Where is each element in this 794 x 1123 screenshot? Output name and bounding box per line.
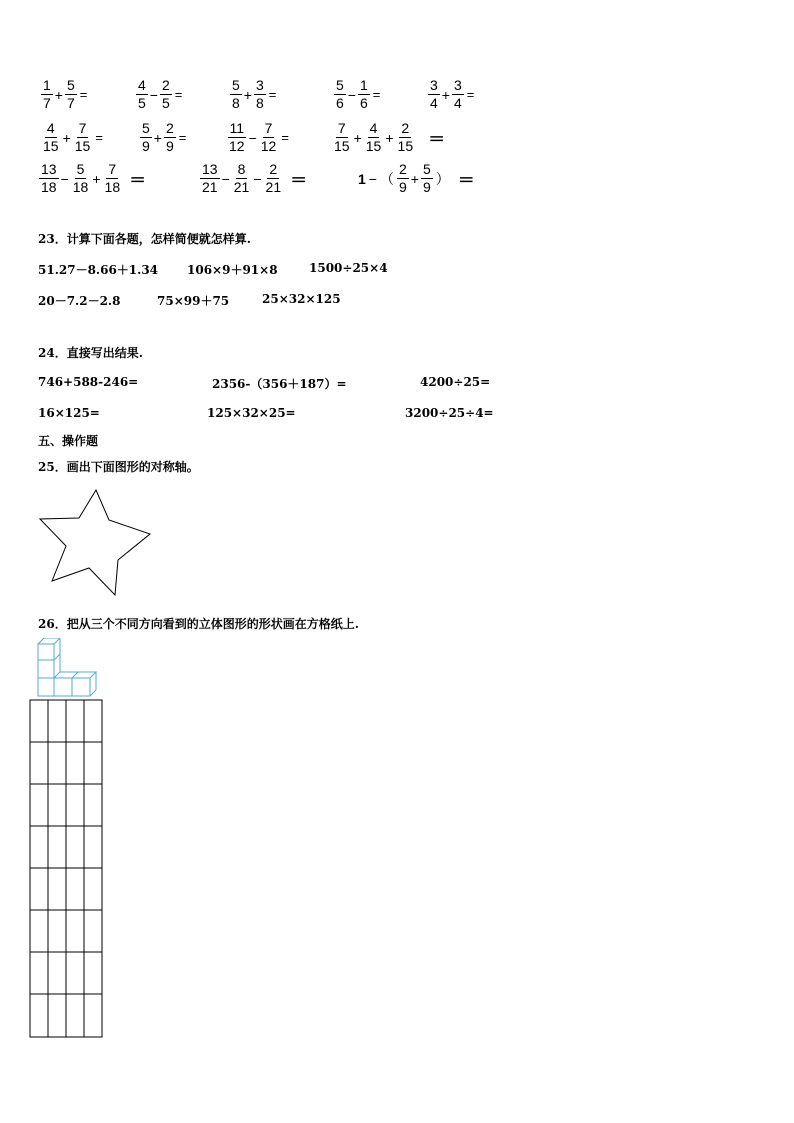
operator: + — [385, 129, 394, 146]
q23-title: 23．计算下面各题，怎样简便就怎样算. — [38, 232, 251, 246]
fraction-problem-r2-3 — [226, 121, 289, 154]
operator: − — [60, 170, 69, 187]
equals-sign: ＝ — [290, 171, 308, 190]
q24-expr-2: 2356-（356＋187）= — [212, 377, 347, 391]
operator: − — [368, 170, 377, 187]
right-paren: ） — [435, 171, 450, 188]
equals-sign: = — [95, 130, 103, 145]
fraction: $\frac{2}{9}$ — [165, 120, 174, 154]
fraction: $\frac{4}{15}$ — [43, 120, 59, 154]
equals-sign: ＝ — [457, 171, 475, 190]
equals-sign: ＝ — [129, 171, 147, 190]
operator: + — [62, 129, 71, 146]
fraction-problem-r1-3 — [229, 78, 276, 111]
operator: + — [441, 86, 450, 103]
q23-expr-6: 25×32×125 — [262, 292, 341, 306]
grid-paper[interactable] — [29, 699, 105, 1039]
fraction-problem-r1-5 — [427, 78, 474, 111]
q25-title: 25．画出下面图形的对称轴。 — [38, 460, 199, 474]
fraction: $\frac{3}{4}$ — [430, 77, 438, 111]
fraction: $\frac{4}{5}$ — [138, 77, 146, 111]
fraction-problem-r2-1 — [40, 121, 103, 154]
fraction: $\frac{5}{9}$ — [142, 120, 150, 154]
fraction: $\frac{5}{9}$ — [422, 161, 431, 195]
q24-expr-5: 125×32×25= — [207, 406, 296, 420]
operator: + — [353, 129, 362, 146]
fraction: $\frac{13}{18}$ — [41, 161, 57, 195]
q23-expr-4: 20－7.2－2.8 — [38, 294, 121, 308]
fraction-problem-r1-2 — [135, 78, 182, 111]
six-pointed-star-figure — [36, 486, 156, 600]
fraction-problem-r3-3 — [358, 162, 475, 195]
equals-sign: = — [178, 130, 187, 145]
fraction: $\frac{8}{21}$ — [233, 161, 250, 195]
fraction: $\frac{1}{7}$ — [43, 77, 51, 111]
q23-expr-2: 106×9＋91×8 — [187, 263, 278, 277]
left-paren: （ — [379, 171, 394, 188]
fraction: $\frac{7}{12}$ — [260, 120, 277, 154]
operator: − — [149, 86, 158, 103]
section-title: 五、操作题 — [38, 434, 99, 448]
cube-stack-figure — [36, 638, 100, 698]
q23-expr-1: 51.27－8.66＋1.34 — [38, 263, 159, 277]
equals-sign: = — [79, 87, 88, 102]
q23-expr-3: 1500÷25×4 — [309, 261, 388, 275]
equals-sign: = — [281, 130, 289, 145]
q24-expr-1: 746+588-246= — [38, 375, 139, 389]
fraction: $\frac{5}{8}$ — [232, 77, 240, 111]
fraction-problem-r1-1 — [40, 78, 87, 111]
fraction: $\frac{1}{6}$ — [359, 77, 368, 111]
fraction: $\frac{7}{18}$ — [104, 161, 121, 195]
operator: + — [410, 170, 419, 187]
fraction: $\frac{2}{15}$ — [397, 120, 414, 154]
fraction-problem-r3-2 — [199, 162, 307, 195]
fraction: $\frac{7}{15}$ — [334, 120, 350, 154]
equals-sign: = — [174, 87, 183, 102]
fraction-problem-r2-4 — [331, 121, 445, 154]
fraction: $\frac{11}{12}$ — [229, 120, 245, 154]
fraction: $\frac{2}{21}$ — [265, 161, 282, 195]
fraction: $\frac{13}{21}$ — [202, 161, 218, 195]
fraction: $\frac{5}{6}$ — [336, 77, 344, 111]
operator: + — [243, 86, 252, 103]
fraction: $\frac{2}{9}$ — [398, 161, 407, 195]
q23-expr-5: 75×99＋75 — [157, 294, 230, 308]
q24-expr-6: 3200÷25÷4= — [405, 406, 494, 420]
q24-expr-3: 4200÷25= — [420, 375, 491, 389]
number-one: 1 — [358, 170, 366, 187]
fraction: $\frac{3}{4}$ — [453, 77, 462, 111]
fraction: $\frac{3}{8}$ — [255, 77, 264, 111]
q26-title: 26．把从三个不同方向看到的立体图形的形状画在方格纸上. — [38, 617, 359, 631]
operator: − — [253, 170, 262, 187]
operator: + — [153, 129, 162, 146]
fraction-problem-r1-4 — [333, 78, 380, 111]
fraction: $\frac{4}{15}$ — [365, 120, 382, 154]
fraction-problem-r2-2 — [139, 121, 186, 154]
equals-sign: ＝ — [428, 130, 446, 149]
fraction: $\frac{2}{5}$ — [161, 77, 170, 111]
fraction: $\frac{7}{15}$ — [74, 120, 91, 154]
equals-sign: = — [268, 87, 277, 102]
equals-sign: = — [372, 87, 381, 102]
fraction: $\frac{5}{7}$ — [66, 77, 75, 111]
operator: − — [347, 86, 356, 103]
operator: − — [221, 170, 230, 187]
operator: − — [248, 129, 257, 146]
operator: + — [54, 86, 63, 103]
q24-title: 24．直接写出结果. — [38, 346, 143, 360]
operator: + — [92, 170, 101, 187]
q24-expr-4: 16×125= — [38, 406, 100, 420]
fraction-problem-r3-1 — [38, 162, 146, 195]
fraction: $\frac{5}{18}$ — [72, 161, 89, 195]
equals-sign: = — [466, 87, 475, 102]
